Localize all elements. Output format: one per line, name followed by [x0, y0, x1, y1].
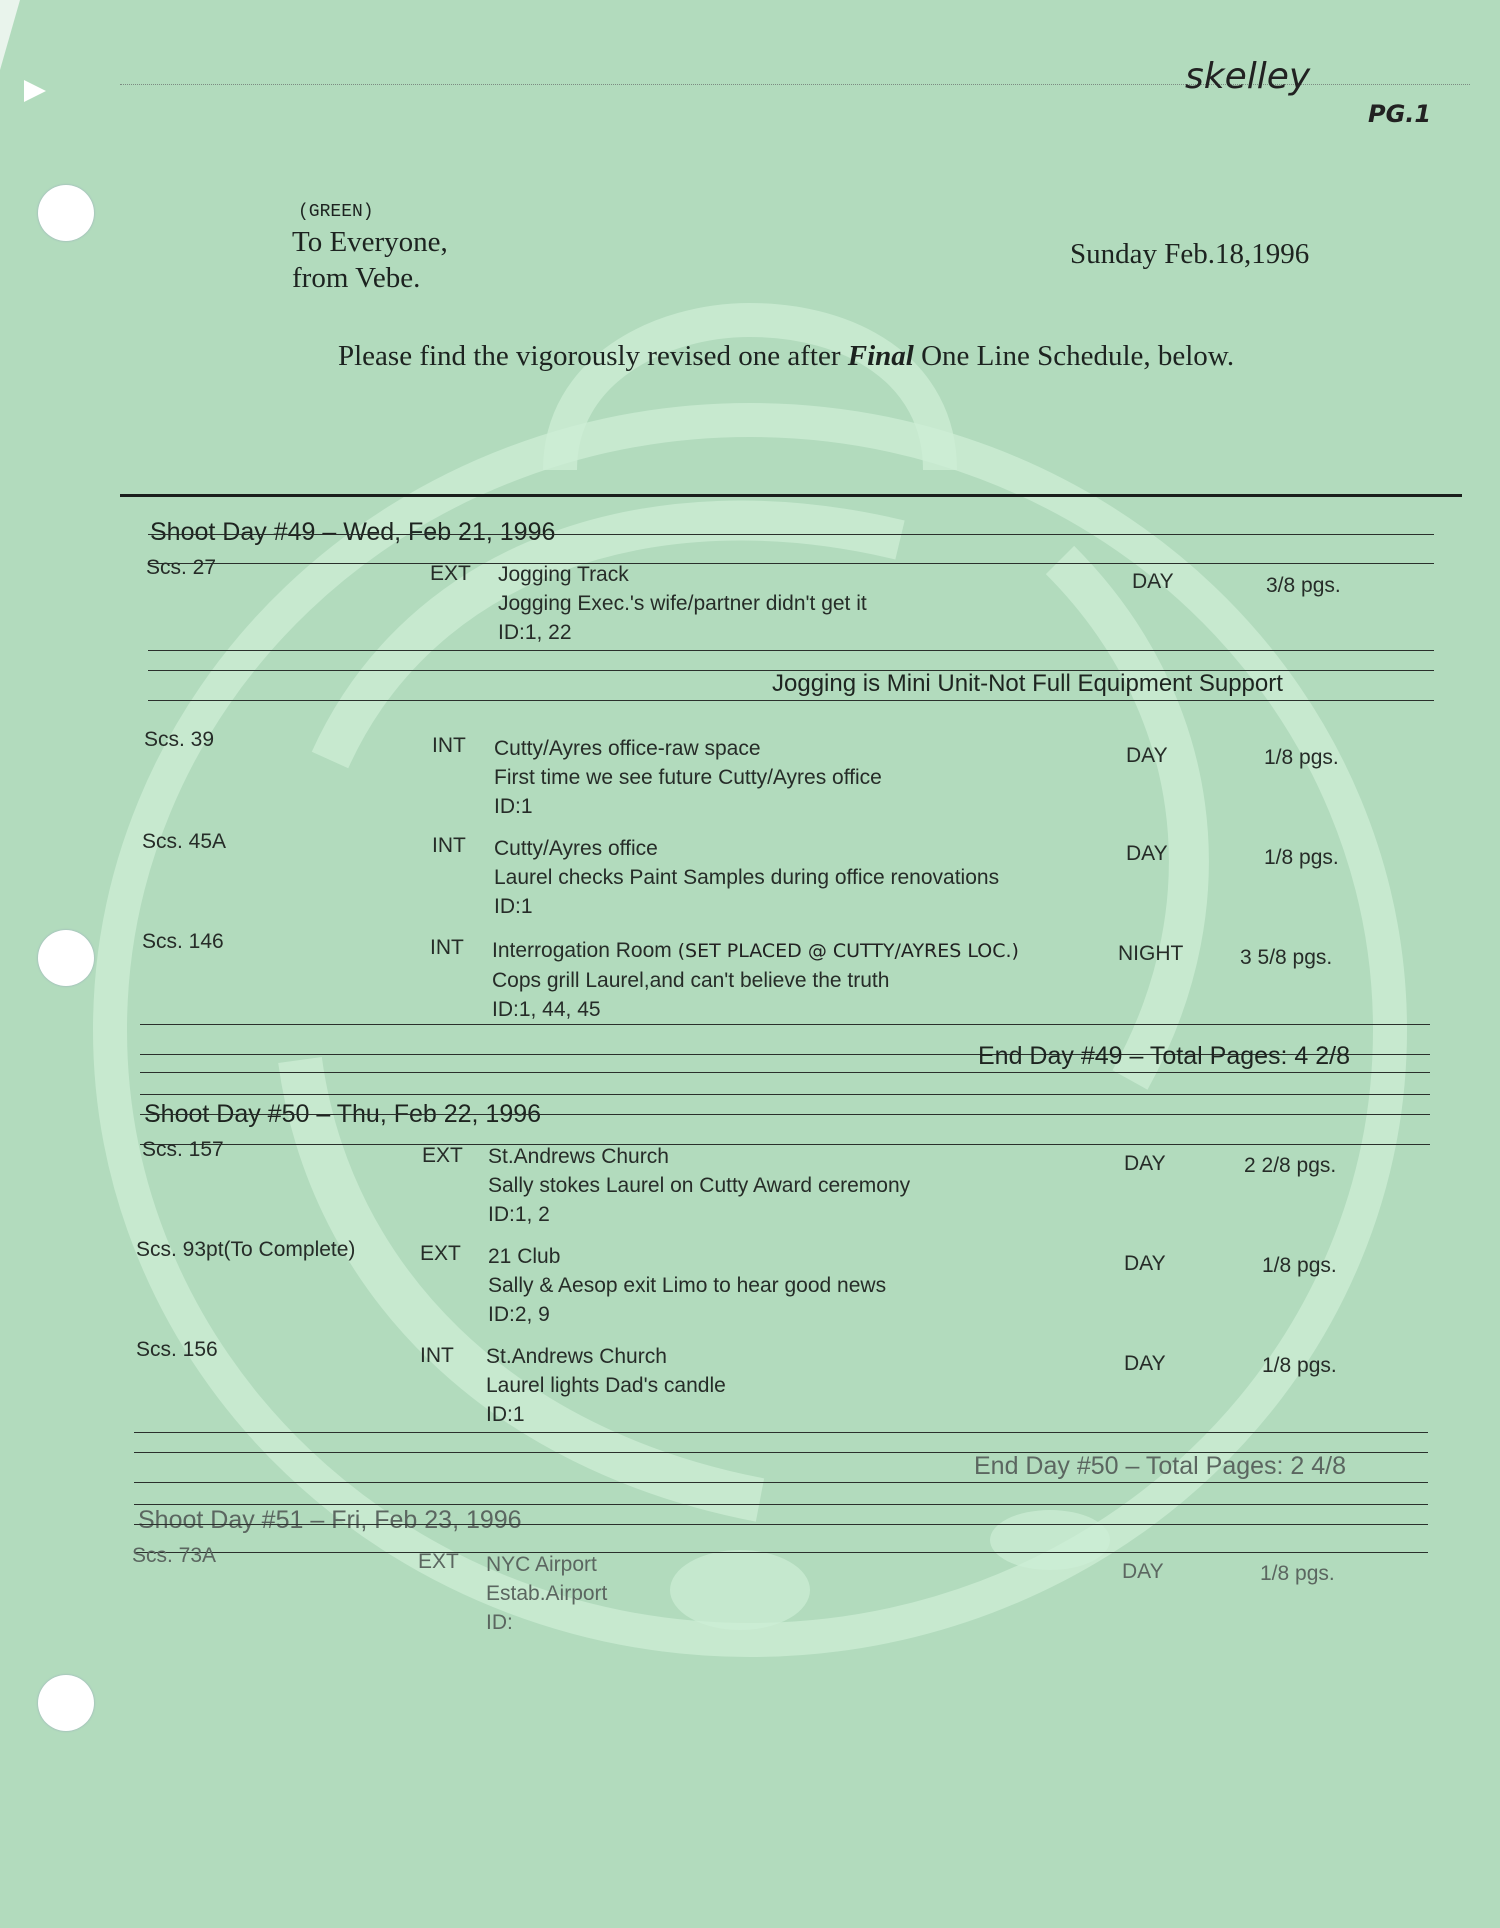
scene-type: EXT — [420, 1242, 461, 1265]
scene-description: First time we see future Cutty/Ayres office — [494, 766, 882, 789]
scene-pages: 2 2/8 pgs. — [1244, 1154, 1337, 1177]
scene-type: INT — [430, 936, 464, 959]
scene-number: Scs. 156 — [136, 1338, 218, 1361]
rule — [140, 1114, 1430, 1115]
scene-type: INT — [432, 734, 466, 757]
scene-time: DAY — [1124, 1152, 1166, 1175]
memo-date: Sunday Feb.18,1996 — [1070, 238, 1310, 270]
scene-pages: 3/8 pgs. — [1266, 574, 1341, 597]
scene-description: Sally stokes Laurel on Cutty Award ceremony — [488, 1174, 911, 1197]
scene-ids: ID: — [486, 1611, 513, 1634]
scene-time: DAY — [1124, 1252, 1166, 1275]
scene-location: Cutty/Ayres office-raw space — [494, 737, 761, 760]
punch-hole-middle — [38, 930, 94, 986]
scene-type: EXT — [430, 562, 471, 585]
scene-time: DAY — [1126, 842, 1168, 865]
scene-details — [494, 834, 999, 921]
scene-location: Interrogation Room — [492, 939, 672, 962]
day-49-total: End Day #49 – Total Pages: 4 2/8 — [978, 1042, 1351, 1070]
scene-ids: ID:1 — [486, 1403, 525, 1426]
color-tag: (GREEN) — [298, 202, 374, 222]
page-number: PG.1 — [1368, 100, 1432, 128]
scene-ids: ID:1 — [494, 795, 533, 818]
rule — [134, 1504, 1428, 1505]
scene-number: Scs. 93pt(To Complete) — [136, 1238, 356, 1261]
scene-type: INT — [432, 834, 466, 857]
scene-location-line — [492, 936, 1019, 966]
scene-details — [488, 1242, 886, 1329]
scene-number: Scs. 73A — [132, 1544, 217, 1567]
folded-corner — [0, 0, 20, 70]
rule — [148, 534, 1434, 535]
scene-details — [498, 560, 867, 647]
scene-description: Laurel lights Dad's candle — [486, 1374, 726, 1397]
scene-ids: ID:1, 2 — [488, 1203, 550, 1226]
scene-details — [492, 936, 1019, 1024]
scene-number: Scs. 45A — [142, 830, 227, 853]
scene-ids: ID:1, 44, 45 — [492, 998, 601, 1021]
scene-location: 21 Club — [488, 1245, 561, 1268]
day-49-note: Jogging is Mini Unit-Not Full Equipment Support — [772, 670, 1283, 697]
to-line: To Everyone, — [292, 226, 448, 258]
rule — [140, 1094, 1430, 1095]
scene-description: Cops grill Laurel,and can't believe the truth — [492, 969, 890, 992]
scene-pages: 1/8 pgs. — [1264, 746, 1339, 769]
intro-text-start: Please find the vigorously revised one after — [338, 340, 848, 372]
rule — [140, 1024, 1430, 1025]
rule — [140, 1072, 1430, 1073]
scene-ids: ID:2, 9 — [488, 1303, 550, 1326]
scene-pages: 1/8 pgs. — [1264, 846, 1339, 869]
punch-hole-top — [38, 185, 94, 241]
scene-type: INT — [420, 1344, 454, 1367]
rule — [134, 1432, 1428, 1433]
scene-details — [494, 734, 882, 821]
from-line: from Vebe. — [292, 262, 421, 294]
day-51-title: Shoot Day #51 – Fri, Feb 23, 1996 — [138, 1506, 522, 1534]
scene-description: Estab.Airport — [486, 1582, 608, 1605]
day-50-title: Shoot Day #50 – Thu, Feb 22, 1996 — [144, 1100, 542, 1128]
rule — [134, 1482, 1428, 1483]
scene-description: Laurel checks Paint Samples during office renovations — [494, 866, 1000, 889]
day-49-title: Shoot Day #49 – Wed, Feb 21, 1996 — [150, 518, 556, 546]
scene-ids: ID:1 — [494, 895, 533, 918]
scene-location: St.Andrews Church — [486, 1345, 667, 1368]
scene-pages: 1/8 pgs. — [1260, 1562, 1335, 1585]
scene-details — [486, 1550, 607, 1637]
rule — [134, 1524, 1428, 1525]
scene-time: DAY — [1122, 1560, 1164, 1583]
intro-emphasis: Final — [847, 340, 914, 372]
scene-type: EXT — [422, 1144, 463, 1167]
scene-details — [486, 1342, 726, 1429]
scene-location: NYC Airport — [486, 1553, 597, 1576]
scene-number: Scs. 157 — [142, 1138, 224, 1161]
scene-time: DAY — [1126, 744, 1168, 767]
day-50-total: End Day #50 – Total Pages: 2 4/8 — [974, 1452, 1347, 1480]
scene-time: NIGHT — [1118, 942, 1184, 965]
scene-description: Sally & Aesop exit Limo to hear good news — [488, 1274, 887, 1297]
scene-number: Scs. 27 — [146, 556, 217, 579]
handwritten-annotation: (SET PLACED @ CUTTY/AYRES LOC.) — [677, 940, 1019, 962]
scene-type: EXT — [418, 1550, 459, 1573]
handwritten-name: skelley — [1185, 56, 1311, 97]
scene-time: DAY — [1132, 570, 1174, 593]
scene-location: St.Andrews Church — [488, 1145, 669, 1168]
punch-hole-bottom — [38, 1675, 94, 1731]
scene-description: Jogging Exec.'s wife/partner didn't get it — [498, 592, 867, 615]
intro-text-end: One Line Schedule, below. — [913, 340, 1235, 372]
scene-time: DAY — [1124, 1352, 1166, 1375]
corner-marker — [24, 80, 46, 102]
scene-location: Cutty/Ayres office — [494, 837, 658, 860]
scene-details — [488, 1142, 910, 1229]
schedule-top-rule — [120, 494, 1462, 497]
scene-ids: ID:1, 22 — [498, 621, 572, 644]
scene-pages: 1/8 pgs. — [1262, 1254, 1337, 1277]
intro-sentence — [338, 340, 1234, 373]
rule — [134, 1552, 1428, 1553]
rule — [148, 650, 1434, 651]
scene-number: Scs. 39 — [144, 728, 215, 751]
rule — [148, 700, 1434, 701]
scene-number: Scs. 146 — [142, 930, 224, 953]
scene-pages: 1/8 pgs. — [1262, 1354, 1337, 1377]
scene-location: Jogging Track — [498, 563, 629, 586]
scene-pages: 3 5/8 pgs. — [1240, 946, 1333, 969]
